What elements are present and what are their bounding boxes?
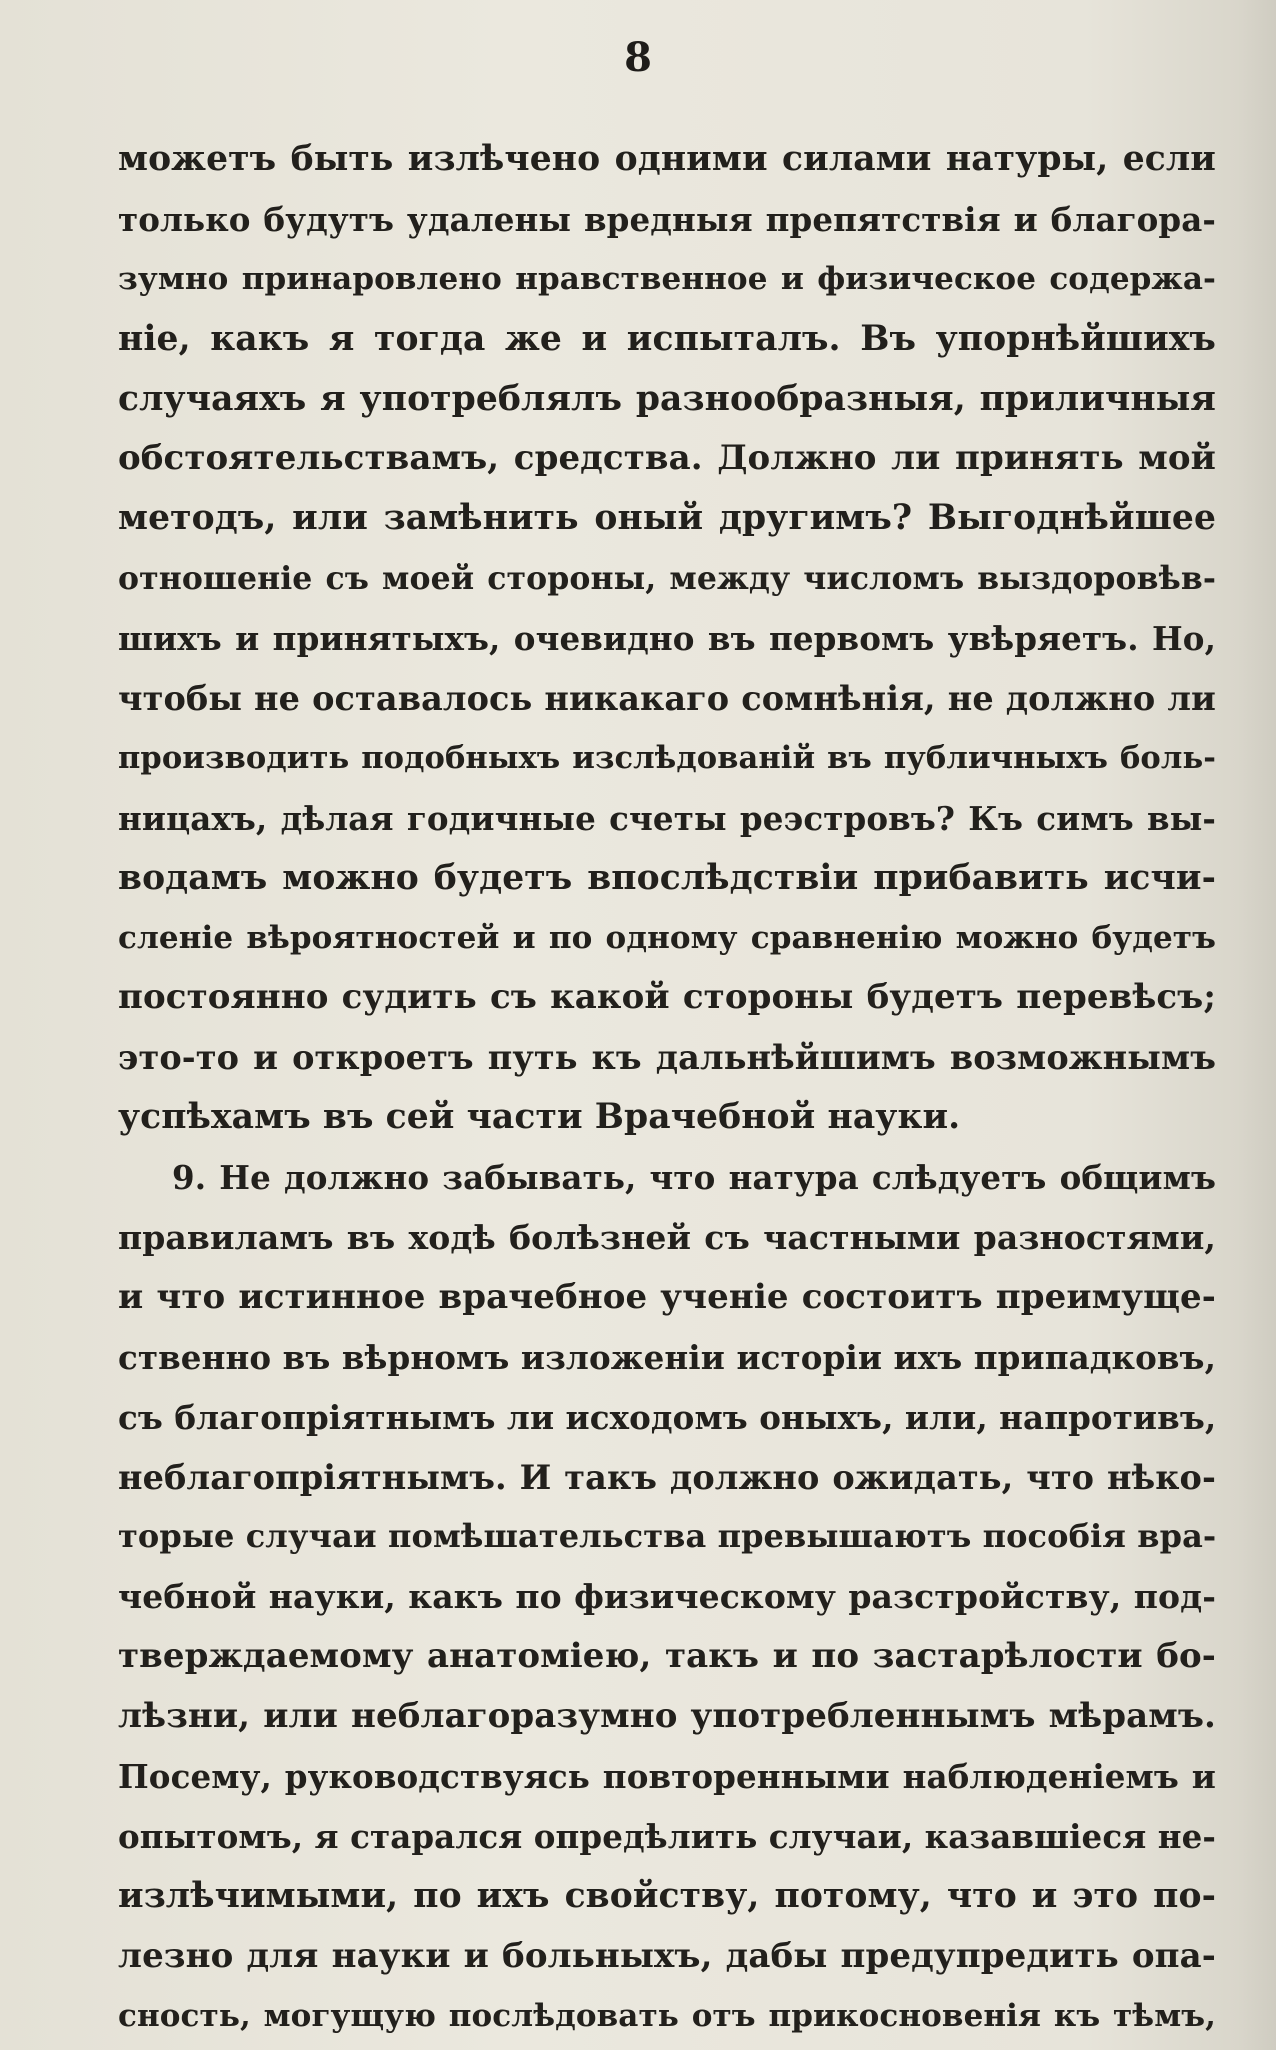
- text-line: неблагопріятнымъ. И такъ должно ожидать, что нѣко-: [118, 1457, 1216, 1497]
- text-line: излѣчимыми, по ихъ свойству, потому, что и это по-: [118, 1875, 1216, 1916]
- text-line: случаяхъ я употреблялъ разнообразныя, приличныя: [118, 378, 1216, 419]
- text-line: шихъ и принятыхъ, очевидно въ первомъ увѣряетъ. Но,: [118, 619, 1216, 659]
- text-line: отношеніе съ моей стороны, между числомъ выздоровѣв-: [118, 560, 1216, 598]
- text-line: лѣзни, или неблагоразумно употребленнымъ мѣрамъ.: [118, 1696, 1216, 1737]
- text-line: только будутъ удалены вредныя препятствія и благора-: [118, 199, 1216, 239]
- text-line: чебной науки, какъ по физическому разстройству, под-: [118, 1577, 1216, 1617]
- text-line: тверждаемому анатоміею, такъ и по застарѣлости бо-: [118, 1636, 1216, 1677]
- text-line: водамъ можно будетъ впослѣдствіи прибавить исчи-: [118, 857, 1216, 898]
- text-line: Посему, руководствуясь повторенными наблюденіемъ и: [118, 1757, 1216, 1797]
- text-line: съ благопріятнымъ ли исходомъ оныхъ, или, напротивъ,: [118, 1397, 1216, 1437]
- text-line: успѣхамъ въ сей части Врачебной науки.: [118, 1097, 961, 1138]
- page-number: 8: [624, 34, 652, 81]
- text-line: сность, могущую послѣдовать отъ прикосновенія къ тѣмъ,: [118, 1997, 1216, 2034]
- text-line: сленіе вѣроятностей и по одному сравненію можно будетъ: [118, 919, 1216, 956]
- text-line: производить подобныхъ изслѣдованій въ публичныхъ боль-: [118, 739, 1216, 776]
- text-line: торые случаи помѣшательства превышаютъ пособія вра-: [118, 1517, 1216, 1556]
- text-line: зумно принаровлено нравственное и физическое содержа-: [118, 260, 1216, 297]
- text-line: правиламъ въ ходѣ болѣзней съ частными разностями,: [118, 1218, 1216, 1258]
- text-line: опытомъ, я старался опредѣлить случаи, казавшіеся не-: [118, 1816, 1216, 1856]
- text-line: и что истинное врачебное ученіе состоитъ преимуще-: [118, 1276, 1216, 1317]
- text-line: ницахъ, дѣлая годичные счеты реэстровъ? Къ симъ вы-: [118, 798, 1216, 838]
- text-line: постоянно судить съ какой стороны будетъ перевѣсъ;: [118, 977, 1216, 1018]
- text-line: чтобы не оставалось никакаго сомнѣнія, не должно ли: [118, 679, 1216, 719]
- text-line: это-то и откроетъ путь къ дальнѣйшимъ возможнымъ: [118, 1038, 1216, 1078]
- text-line: ніе, какъ я тогда же и испыталъ. Въ упорнѣйшихъ: [118, 318, 1216, 359]
- text-line: лезно для науки и больныхъ, дабы предупредить опа-: [118, 1935, 1216, 1976]
- text-line: обстоятельствамъ, средства. Должно ли принять мой: [118, 438, 1216, 479]
- body-text: [118, 130, 1216, 2047]
- text-line: можетъ быть излѣчено одними силами натуры, если: [118, 139, 1216, 179]
- paragraph-start-line: 9. Не должно забывать, что натура слѣдуетъ общимъ: [172, 1158, 1216, 1198]
- text-line: методъ, или замѣнить оный другимъ? Выгоднѣйшее: [118, 498, 1216, 539]
- text-line: ственно въ вѣрномъ изложеніи исторіи ихъ припадковъ,: [118, 1337, 1216, 1377]
